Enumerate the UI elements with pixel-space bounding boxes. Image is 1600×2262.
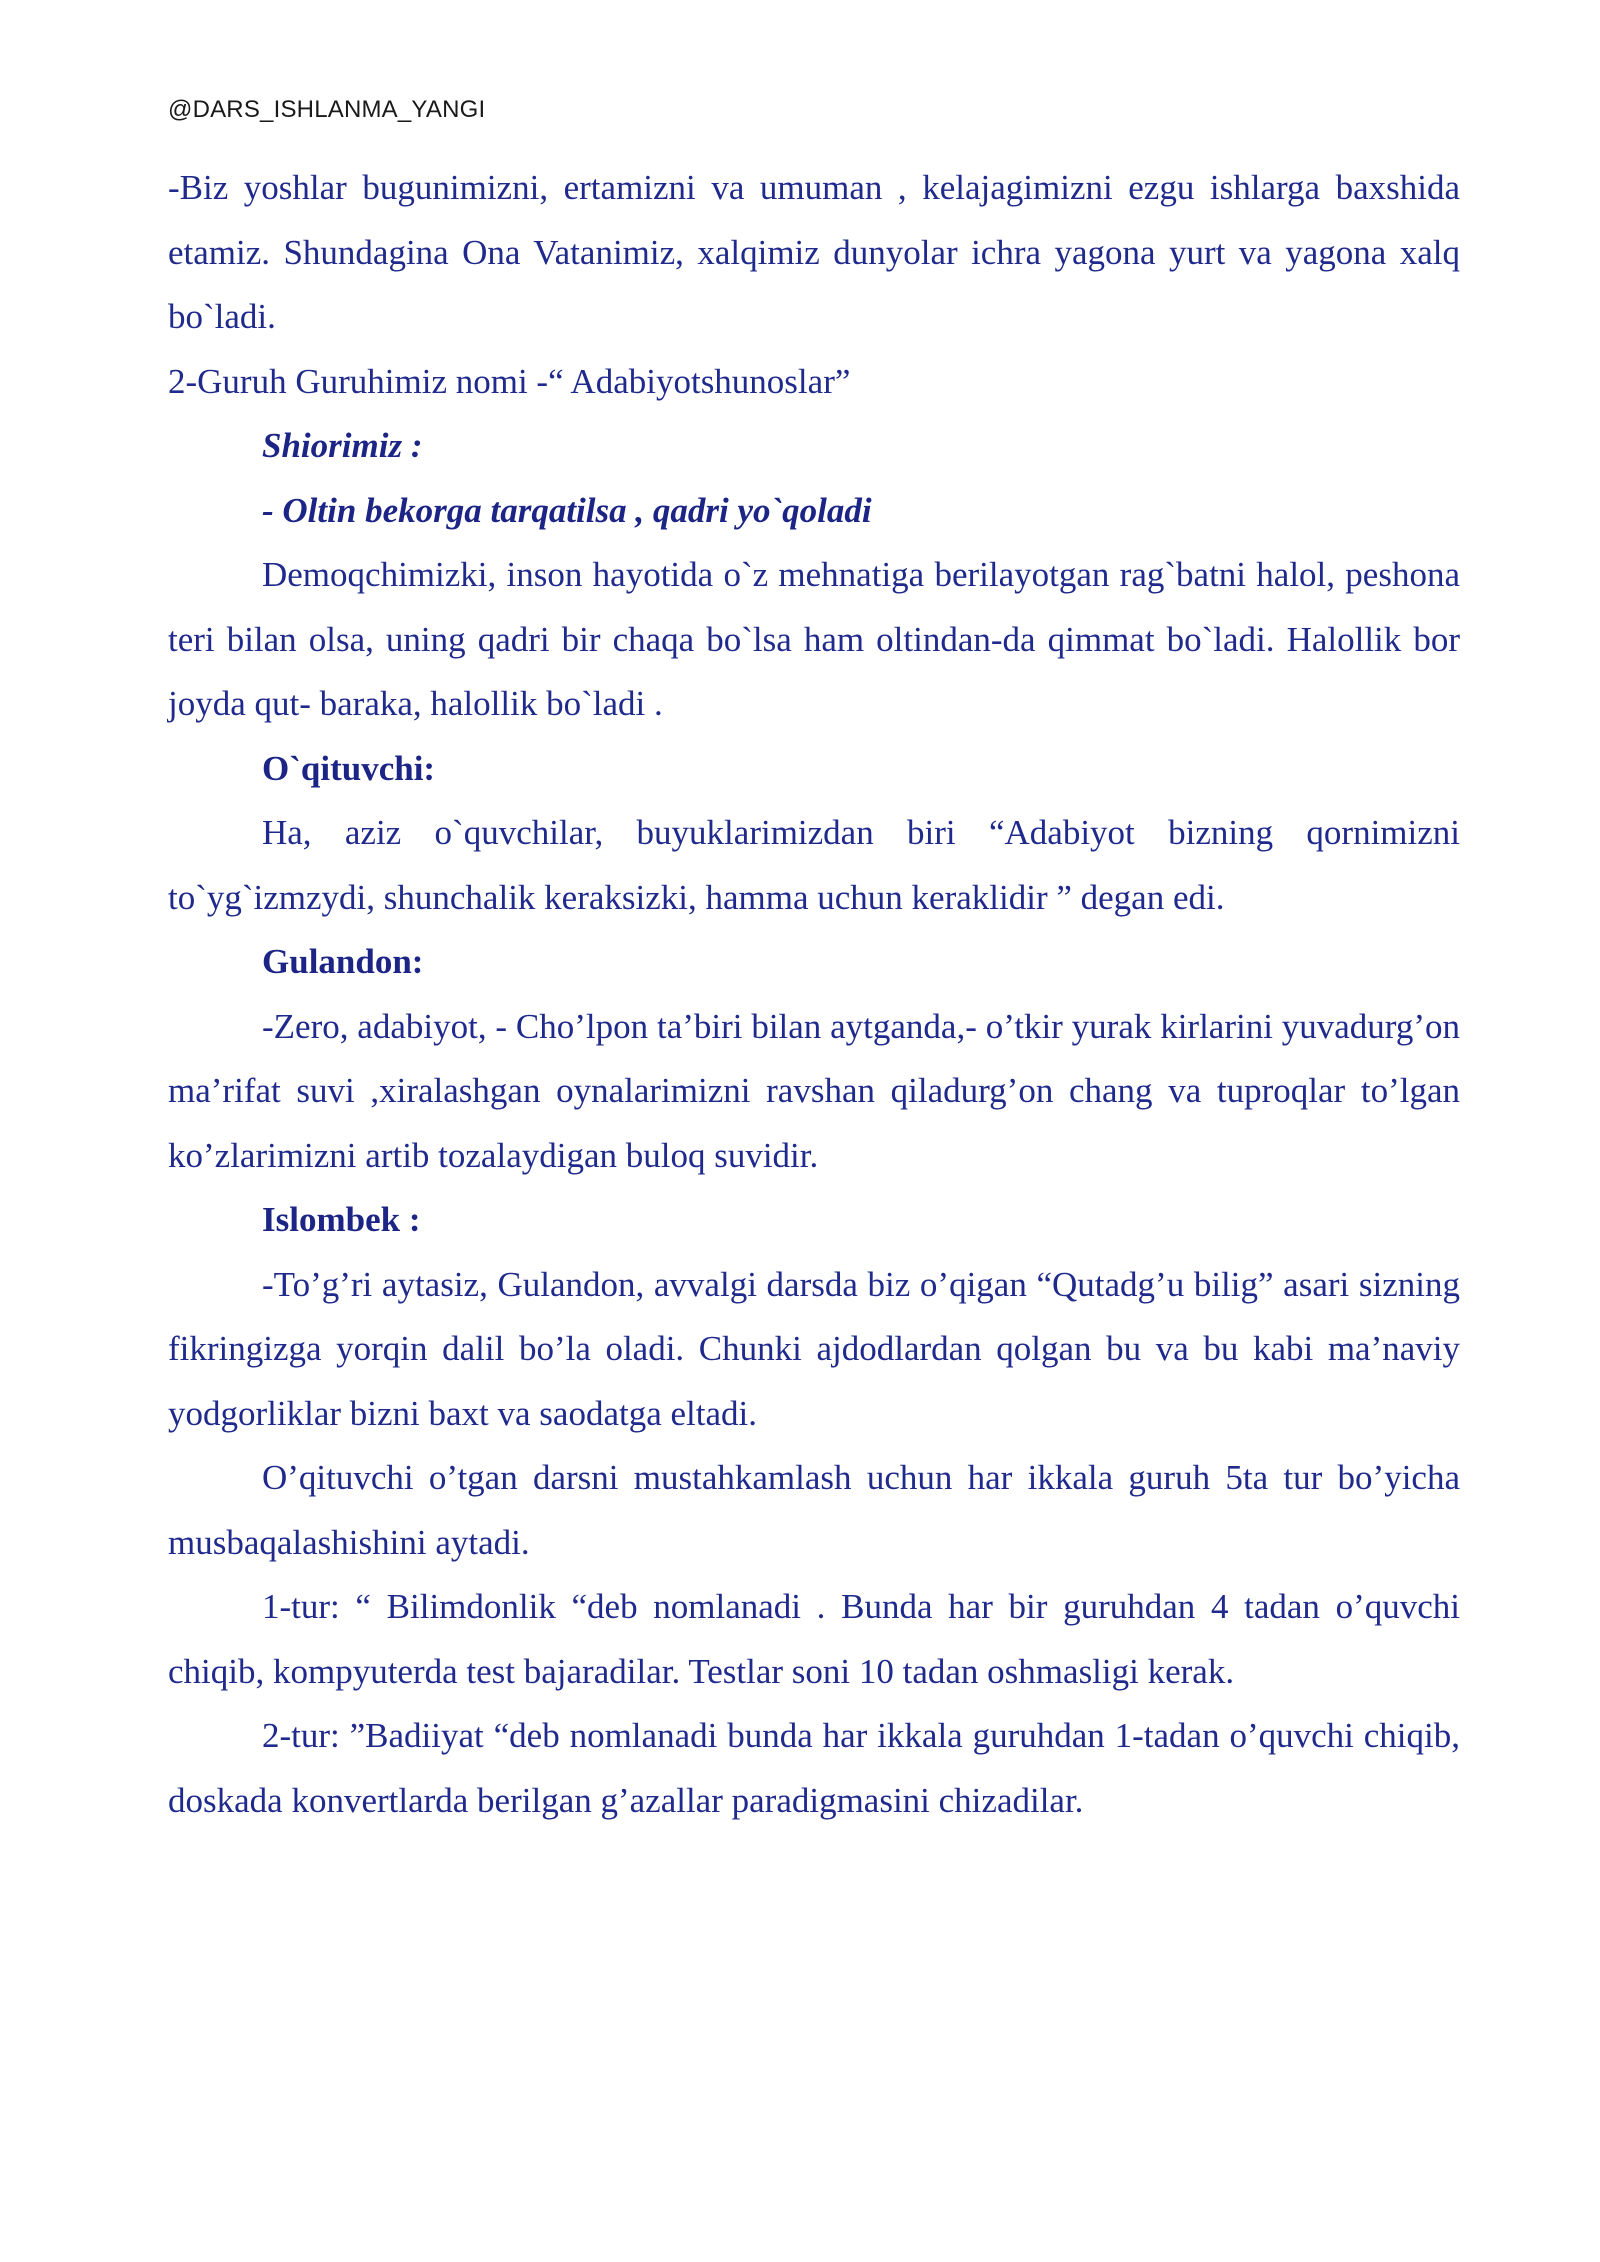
paragraph-teacher-instruction: O’qituvchi o’tgan darsni mustahkamlash uchun har ikkala guruh 5ta tur bo’yicha musbaqalashishini aytadi. (168, 1458, 1460, 1562)
paragraph-islombek: -To’g’ri aytasiz, Gulandon, avvalgi darsda biz o’qigan “Qutadg’u bilig” asari sizning fikringizga yorqin dalil bo’la oladi. Chunki ajdodlardan qolgan bu va bu kabi ma’naviy yodgorliklar bizni baxt va saodatga eltadi. (168, 1264, 1460, 1433)
paragraph-round-2: 2-tur: ”Badiiyat “deb nomlanadi bunda har ikkala guruhdan 1-tadan o’quvchi chiqib, doskada konvertlarda berilgan g’azallar paradigmasini chizadilar. (168, 1716, 1460, 1820)
speaker-label-gulandon: Gulandon: (262, 942, 424, 981)
speaker-label-teacher: O`qituvchi: (262, 748, 436, 788)
speaker-label-islombek: Islombek : (262, 1200, 421, 1239)
page-header: @DARS_ISHLANMA_YANGI (168, 96, 486, 123)
slogan-label: Shiorimiz : (262, 426, 423, 465)
group-title: 2-Guruh Guruhimiz nomi -“ Adabiyotshunoslar” (168, 361, 851, 401)
paragraph-intro: -Biz yoshlar bugunimizni, ertamizni va umuman , kelajagimizni ezgu ishlarga baxshida etamiz. Shundagina Ona Vatanimiz, xalqimiz dunyolar ichra yagona yurt va yagona xalq bo`ladi. (168, 168, 1460, 336)
paragraph-teacher: Ha, aziz o`quvchilar, buyuklarimizdan biri “Adabiyot bizning qornimizni to`yg`izmzydi, shunchalik keraksizki, hamma uchun keraklidir ” degan edi. (168, 813, 1460, 917)
paragraph-round-1: 1-tur: “ Bilimdonlik “deb nomlanadi . Bunda har bir guruhdan 4 tadan o’quvchi chiqib, kompyuterda test bajaradilar. Testlar soni 10 tadan oshmasligi kerak. (168, 1587, 1460, 1691)
paragraph-gulandon: -Zero, adabiyot, - Cho’lpon ta’biri bilan aytganda,- o’tkir yurak kirlarini yuvadurg’on ma’rifat suvi ,xiralashgan oynalarimizni ravshan qiladurg’on chang va tuproqlar to’lgan ko’zlarimizni artib tozalaydigan buloq suvidir. (168, 1006, 1460, 1175)
slogan-text: - Oltin bekorga tarqatilsa , qadri yo`qoladi (262, 490, 872, 530)
paragraph-demoqchimizki: Demoqchimizki, inson hayotida o`z mehnatiga berilayotgan rag`batni halol, peshona teri bilan olsa, uning qadri bir chaqa bo`lsa ham oltindan-da qimmat bo`ladi. Halollik bor joyda qut- baraka, halollik bo`ladi . (168, 555, 1460, 723)
document-body (168, 156, 1460, 1833)
